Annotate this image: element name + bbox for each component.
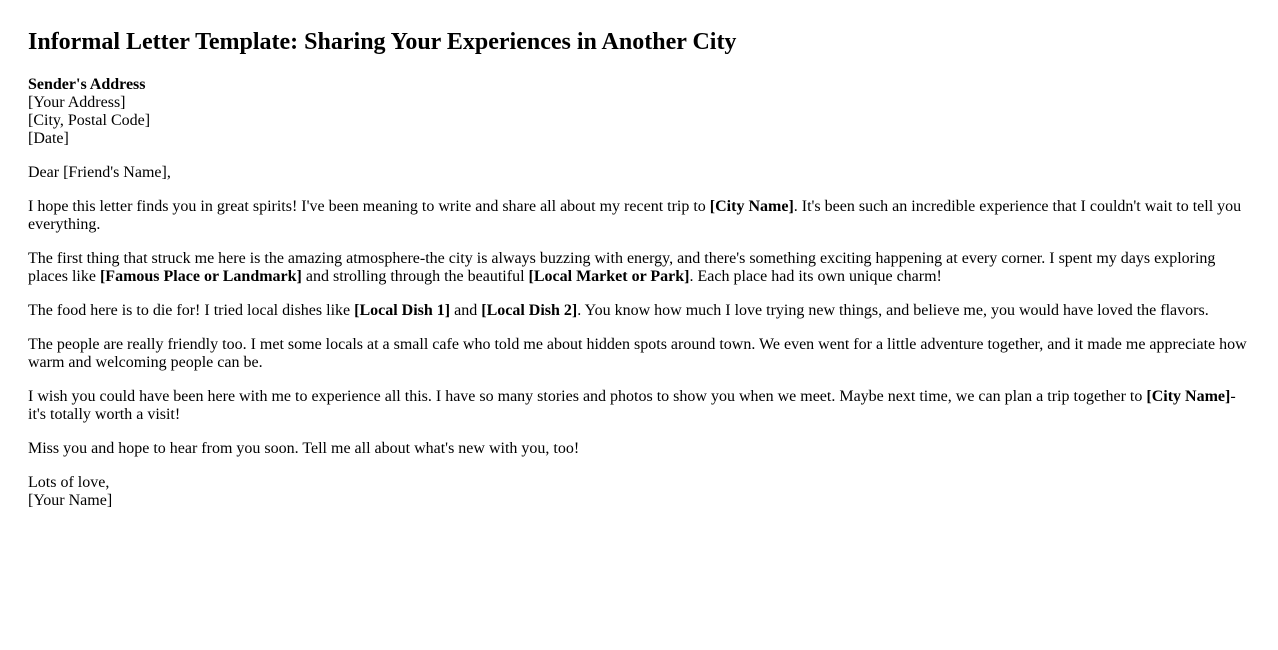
paragraph-text: The food here is to die for! I tried local dishes like [28,302,355,319]
placeholder-market-park: [Local Market or Park] [528,268,690,285]
page-title: Informal Letter Template: Sharing Your Experiences in Another City [28,29,737,55]
paragraph-miss-you: Miss you and hope to hear from you soon. Tell me all about what's new with you, too! [28,440,580,457]
letter-date: [Date] [28,130,69,147]
placeholder-local-dish-1: [Local Dish 1] [354,302,451,319]
sender-address-heading: Sender's Address [28,76,146,93]
paragraph-text: . It's been such an incredible experience that I couldn't wait to tell you everything. [28,198,1242,233]
placeholder-local-dish-2: [Local Dish 2] [481,302,578,319]
closing: Lots of love, [28,474,110,491]
paragraph-food [28,302,1250,320]
paragraph-text: and strolling through the beautiful [301,268,529,285]
paragraph-text: The first thing that struck me here is the amazing atmosphere-the city is always buzzing with energy, and there's something exciting happening at every corner. I spent my days exploring places like [28,250,1216,285]
paragraph-text: I hope this letter finds you in great spirits! I've been meaning to write and share all about my recent trip to [28,198,710,215]
paragraph-text: . You know how much I love trying new things, and believe me, you would have loved the flavors. [577,302,1209,319]
paragraph-text: -it's totally worth a visit! [28,388,1236,423]
placeholder-city-name: [City Name] [1146,388,1231,405]
sender-address-line: [Your Address] [28,94,126,111]
placeholder-city-name: [City Name] [709,198,794,215]
greeting: Dear [Friend's Name], [28,164,171,181]
paragraph-text: . Each place had its own unique charm! [689,268,942,285]
paragraph-text: and [450,302,482,319]
paragraph-wish [28,388,1250,424]
closing-block [28,474,1250,510]
paragraph-text: I wish you could have been here with me to experience all this. I have so many stories and photos to show you when we meet. Maybe next time, we can plan a trip together to [28,388,1147,405]
paragraph-atmosphere [28,250,1250,286]
placeholder-landmark: [Famous Place or Landmark] [99,268,302,285]
sender-address-block [28,76,1250,148]
paragraph-people: The people are really friendly too. I met some locals at a small cafe who told me about hidden spots around town. We even went for a little adventure together, and it made me appreciate how warm and welcoming people can be. [28,336,1247,371]
sender-city-postal: [City, Postal Code] [28,112,151,129]
signature: [Your Name] [28,492,113,509]
paragraph-intro [28,198,1250,234]
